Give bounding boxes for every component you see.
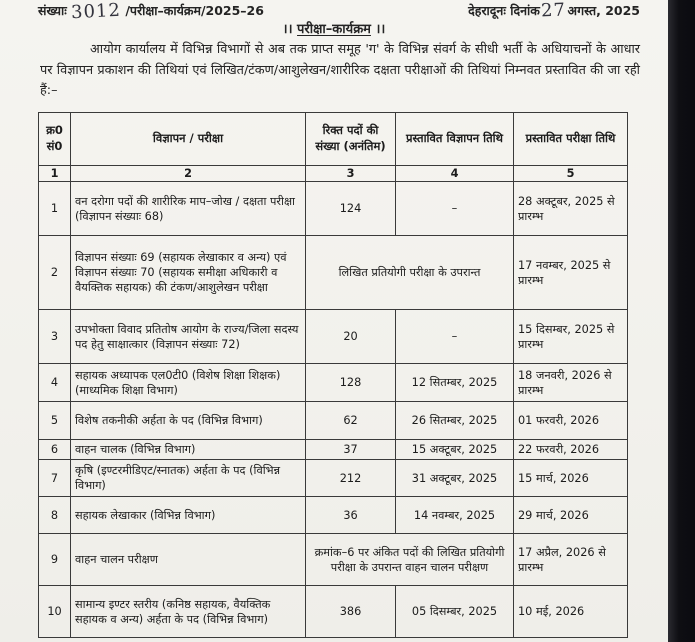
row-exam-name: सहायक अध्यापक एल0टी0 (विशेष शिक्षा शिक्षक) (माध्यमिक शिक्षा विभाग) (71, 364, 306, 402)
table-row (39, 182, 628, 236)
row-exam-date: 28 अक्टूबर, 2025 से प्रारम्भ (514, 182, 628, 236)
row-exam-name: सामान्य इण्टर स्तरीय (कनिष्ठ सहायक, वैयक्तिक सहायक व अन्य) अर्हता के पद (विभिन्न विभाग) (71, 586, 306, 638)
table-row (39, 402, 628, 440)
table-row (39, 534, 628, 586)
row-advert-date: 12 सितम्बर, 2025 (396, 364, 514, 402)
row-advert-date: – (396, 310, 514, 364)
handwritten-reference-number: 3012 (70, 0, 122, 24)
row-vacancies: 20 (306, 310, 396, 364)
date-suffix: अगस्त, 2025 (567, 3, 640, 18)
row-vacancies: 212 (306, 460, 396, 497)
row-exam-name: कृषि (इण्टरमीडिएट/स्नातक) अर्हता के पद (विभिन्न विभाग) (71, 460, 306, 497)
row-vacancies: 62 (306, 402, 396, 440)
table-row (39, 364, 628, 402)
reference-suffix: /परीक्षा–कार्यक्रम/2025–26 (125, 3, 264, 18)
table-row (39, 236, 628, 310)
date-prefix: देहरादूनः दिनांक (468, 3, 540, 18)
row-merged-note: क्रमांक–6 पर अंकित पदों की लिखित प्रतियोगी परीक्षा के उपरान्त वाहन चालन परीक्षण (306, 534, 514, 586)
table-row (39, 310, 628, 364)
table-header-row (39, 113, 628, 166)
row-exam-date: 17 अप्रैल, 2026 से प्रारम्भ (514, 534, 628, 586)
row-exam-date: 29 मार्च, 2026 (514, 497, 628, 534)
header-vacant-posts: रिक्त पदों की संख्या (अनंतिम) (306, 113, 396, 166)
row-serial: 1 (39, 182, 71, 236)
intro-paragraph: आयोग कार्यालय में विभिन्न विभागों से अब तक प्राप्त समूह 'ग' के विभिन्न संवर्ग के सीधी भर्ती के अधियाचनों के आधार पर विज्ञापन प्रकाशन की तिथियां एवं लिखित/टंकण/आशुलेखन/शारीरिक दक्षता परीक्षाओं की तिथियां निम्नवत प्रस्तावित की जा रही हैं:– (40, 42, 640, 99)
row-exam-name: सहायक लेखाकार (विभिन्न विभाग) (71, 497, 306, 534)
col-number: 5 (514, 166, 628, 182)
col-number: 1 (39, 166, 71, 182)
row-exam-name: उपभोक्ता विवाद प्रतितोष आयोग के राज्य/जिला सदस्य पद हेतु साक्षात्कार (विज्ञापन संख्याः 72) (71, 310, 306, 364)
row-vacancies: 128 (306, 364, 396, 402)
exam-schedule-table (38, 112, 628, 638)
col-number: 4 (396, 166, 514, 182)
row-exam-name: वाहन चालन परीक्षण (71, 534, 306, 586)
header-proposed-advert-date: प्रस्तावित विज्ञापन तिथि (396, 113, 514, 166)
table-row (39, 460, 628, 497)
row-exam-date: 01 फरवरी, 2026 (514, 402, 628, 440)
row-exam-name: वाहन चालक (विभिन्न विभाग) (71, 440, 306, 460)
row-serial: 2 (39, 236, 71, 310)
row-exam-date: 10 मई, 2026 (514, 586, 628, 638)
row-serial: 4 (39, 364, 71, 402)
title-close-bars: ।। (375, 22, 386, 37)
row-merged-note: लिखित प्रतियोगी परीक्षा के उपरान्त (306, 236, 514, 310)
row-serial: 6 (39, 440, 71, 460)
table-row (39, 586, 628, 638)
row-exam-date: 15 दिसम्बर, 2025 से प्रारम्भ (514, 310, 628, 364)
row-exam-date: 15 मार्च, 2026 (514, 460, 628, 497)
document-title (0, 19, 668, 37)
row-exam-name: वन दरोगा पदों की शारीरिक माप–जोख / दक्षता परीक्षा (विज्ञापन संख्याः 68) (71, 182, 306, 236)
scan-edge-strip (668, 0, 695, 642)
row-advert-date: 31 अक्टूबर, 2025 (396, 460, 514, 497)
row-vacancies: 386 (306, 586, 396, 638)
table-row (39, 440, 628, 460)
col-number: 3 (306, 166, 396, 182)
title-open-bars: ।। (282, 22, 293, 37)
row-serial: 3 (39, 310, 71, 364)
date-line (468, 0, 640, 22)
row-exam-name: विशेष तकनीकी अर्हता के पद (विभिन्न विभाग) (71, 402, 306, 440)
row-advert-date: 26 सितम्बर, 2025 (396, 402, 514, 440)
reference-line (38, 0, 640, 24)
col-number: 2 (71, 166, 306, 182)
row-advert-date: 05 दिसम्बर, 2025 (396, 586, 514, 638)
row-serial: 8 (39, 497, 71, 534)
reference-number (38, 0, 264, 24)
row-advert-date: 15 अक्टूबर, 2025 (396, 440, 514, 460)
row-serial: 7 (39, 460, 71, 497)
row-vacancies: 124 (306, 182, 396, 236)
row-serial: 5 (39, 402, 71, 440)
row-advert-date: – (396, 182, 514, 236)
row-vacancies: 37 (306, 440, 396, 460)
row-serial: 9 (39, 534, 71, 586)
header-serial-no: क्र0 सं0 (39, 113, 71, 166)
row-advert-date: 14 नवम्बर, 2025 (396, 497, 514, 534)
title-text: परीक्षा–कार्यक्रम (297, 22, 371, 37)
row-exam-date: 18 जनवरी, 2026 से प्रारम्भ (514, 364, 628, 402)
row-exam-date: 17 नवम्बर, 2025 से प्रारम्भ (514, 236, 628, 310)
row-vacancies: 36 (306, 497, 396, 534)
column-number-row (39, 166, 628, 182)
handwritten-day: 27 (540, 0, 567, 22)
row-exam-date: 22 फरवरी, 2026 (514, 440, 628, 460)
reference-prefix: संख्याः (38, 3, 67, 18)
row-exam-name: विज्ञापन संख्याः 69 (सहायक लेखाकार व अन्य) एवं विज्ञापन संख्याः 70 (सहायक समीक्षा अधिकारी व वैयक्तिक सहायक) की टंकण/आशुलेखन परीक्षा (71, 236, 306, 310)
header-advert-exam: विज्ञापन / परीक्षा (71, 113, 306, 166)
header-proposed-exam-date: प्रस्तावित परीक्षा तिथि (514, 113, 628, 166)
table-row (39, 497, 628, 534)
row-serial: 10 (39, 586, 71, 638)
